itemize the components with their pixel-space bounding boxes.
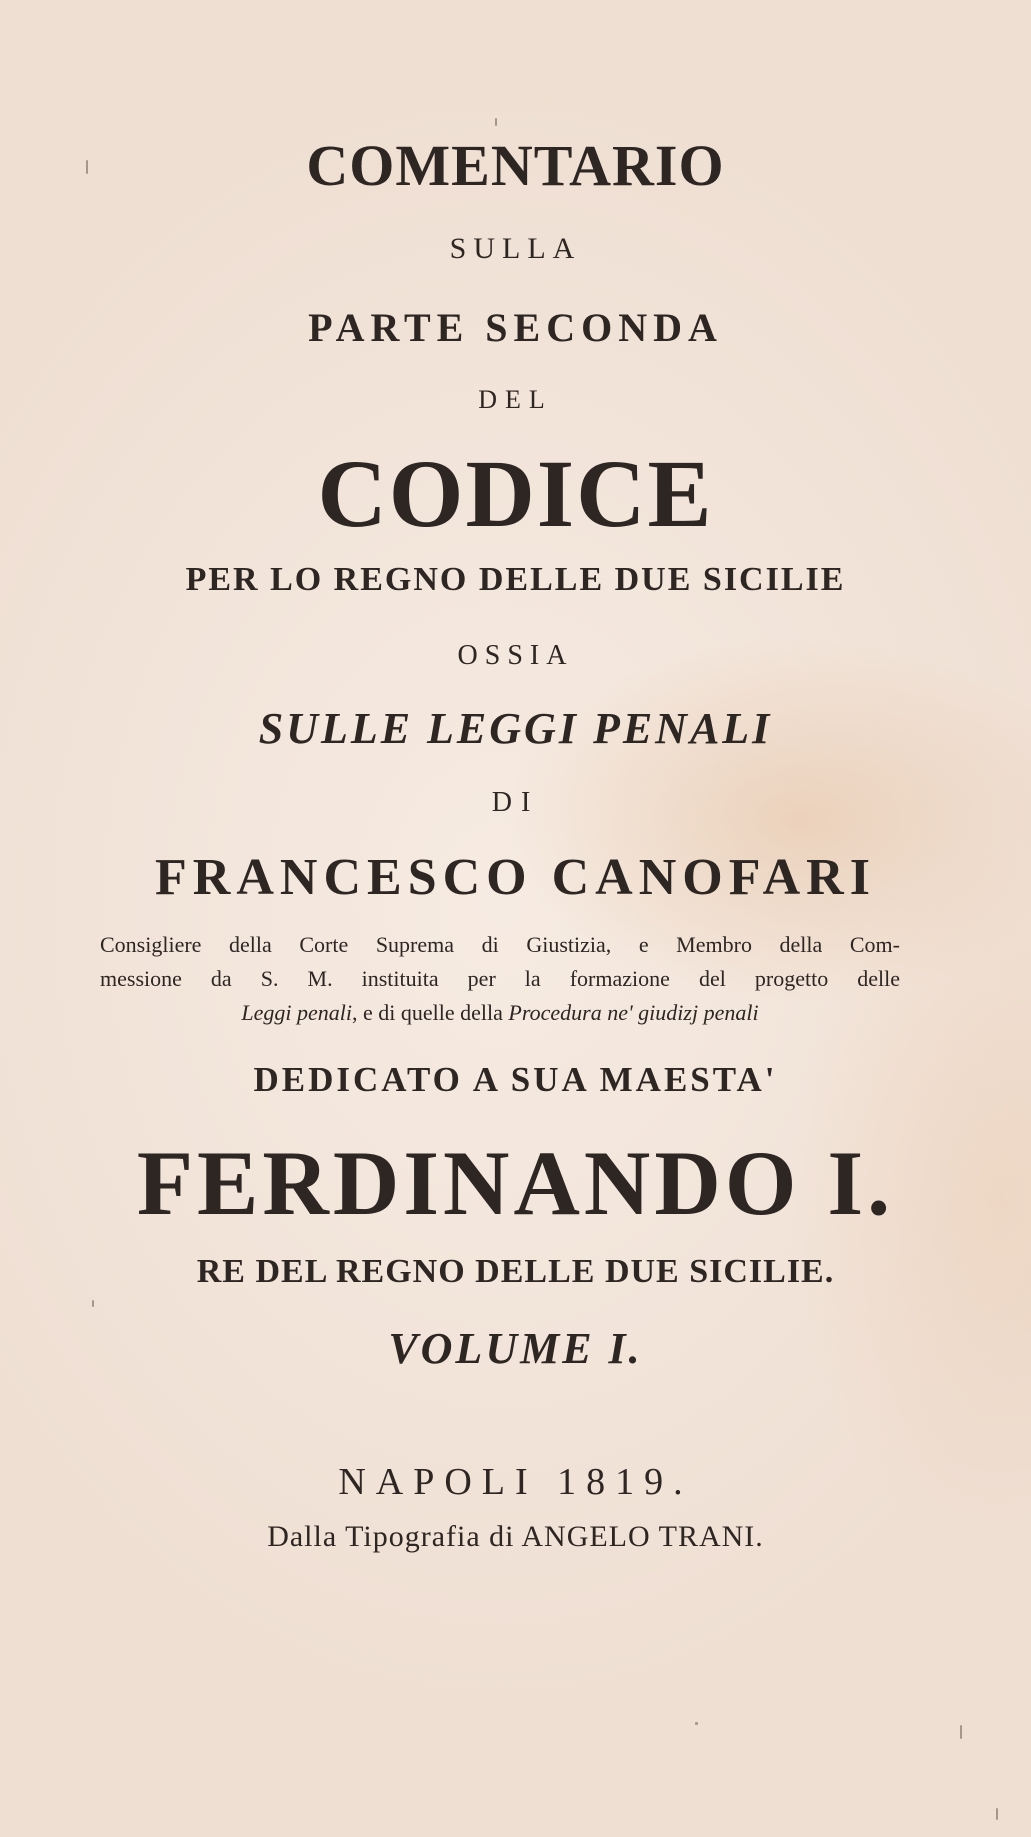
paper-speck [960,1725,962,1739]
word-sulla: SULLA [449,232,582,265]
paper-speck [495,118,497,126]
paper-speck [695,1722,698,1725]
credentials-leggi-penali: Leggi penali [241,1000,353,1025]
volume-number: VOLUME I. [388,1324,643,1373]
heading-parte-seconda: PARTE SECONDA [308,305,723,350]
credentials-line-1: Consigliere della Corte Suprema di Giustizia, e Membro della Com- [100,932,900,957]
credentials-line-3 [100,996,900,1030]
word-ossia: OSSIA [457,640,574,671]
word-del: DEL [478,385,553,414]
king-title: RE DEL REGNO DELLE DUE SICILIE. [196,1253,835,1290]
dedication-line: DEDICATO A SUA MAESTA' [253,1060,778,1099]
heading-sulle-leggi-penali: SULLE LEGGI PENALI [258,704,773,753]
king-name: FERDINANDO I. [136,1132,895,1234]
paper-speck [996,1808,998,1820]
author-name: FRANCESCO CANOFARI [155,849,876,906]
credentials-connector: , e di quelle della [352,1000,503,1025]
imprint-city-year: NAPOLI 1819. [338,1461,693,1503]
credentials-procedura: Procedura ne' giudizj penali [508,1000,759,1025]
heading-codice: CODICE [317,440,714,547]
heading-comentario: COMENTARIO [306,133,725,198]
paper-speck [86,160,88,174]
imprint-printer: Dalla Tipografia di ANGELO TRANI. [267,1520,764,1553]
paper-speck [92,1300,94,1307]
line-per-lo-regno: PER LO REGNO DELLE DUE SICILIE [185,561,846,598]
author-credentials [100,928,900,1030]
credentials-line-2: messione da S. M. instituita per la formazione del progetto delle [100,966,900,991]
word-di: DI [491,787,540,818]
